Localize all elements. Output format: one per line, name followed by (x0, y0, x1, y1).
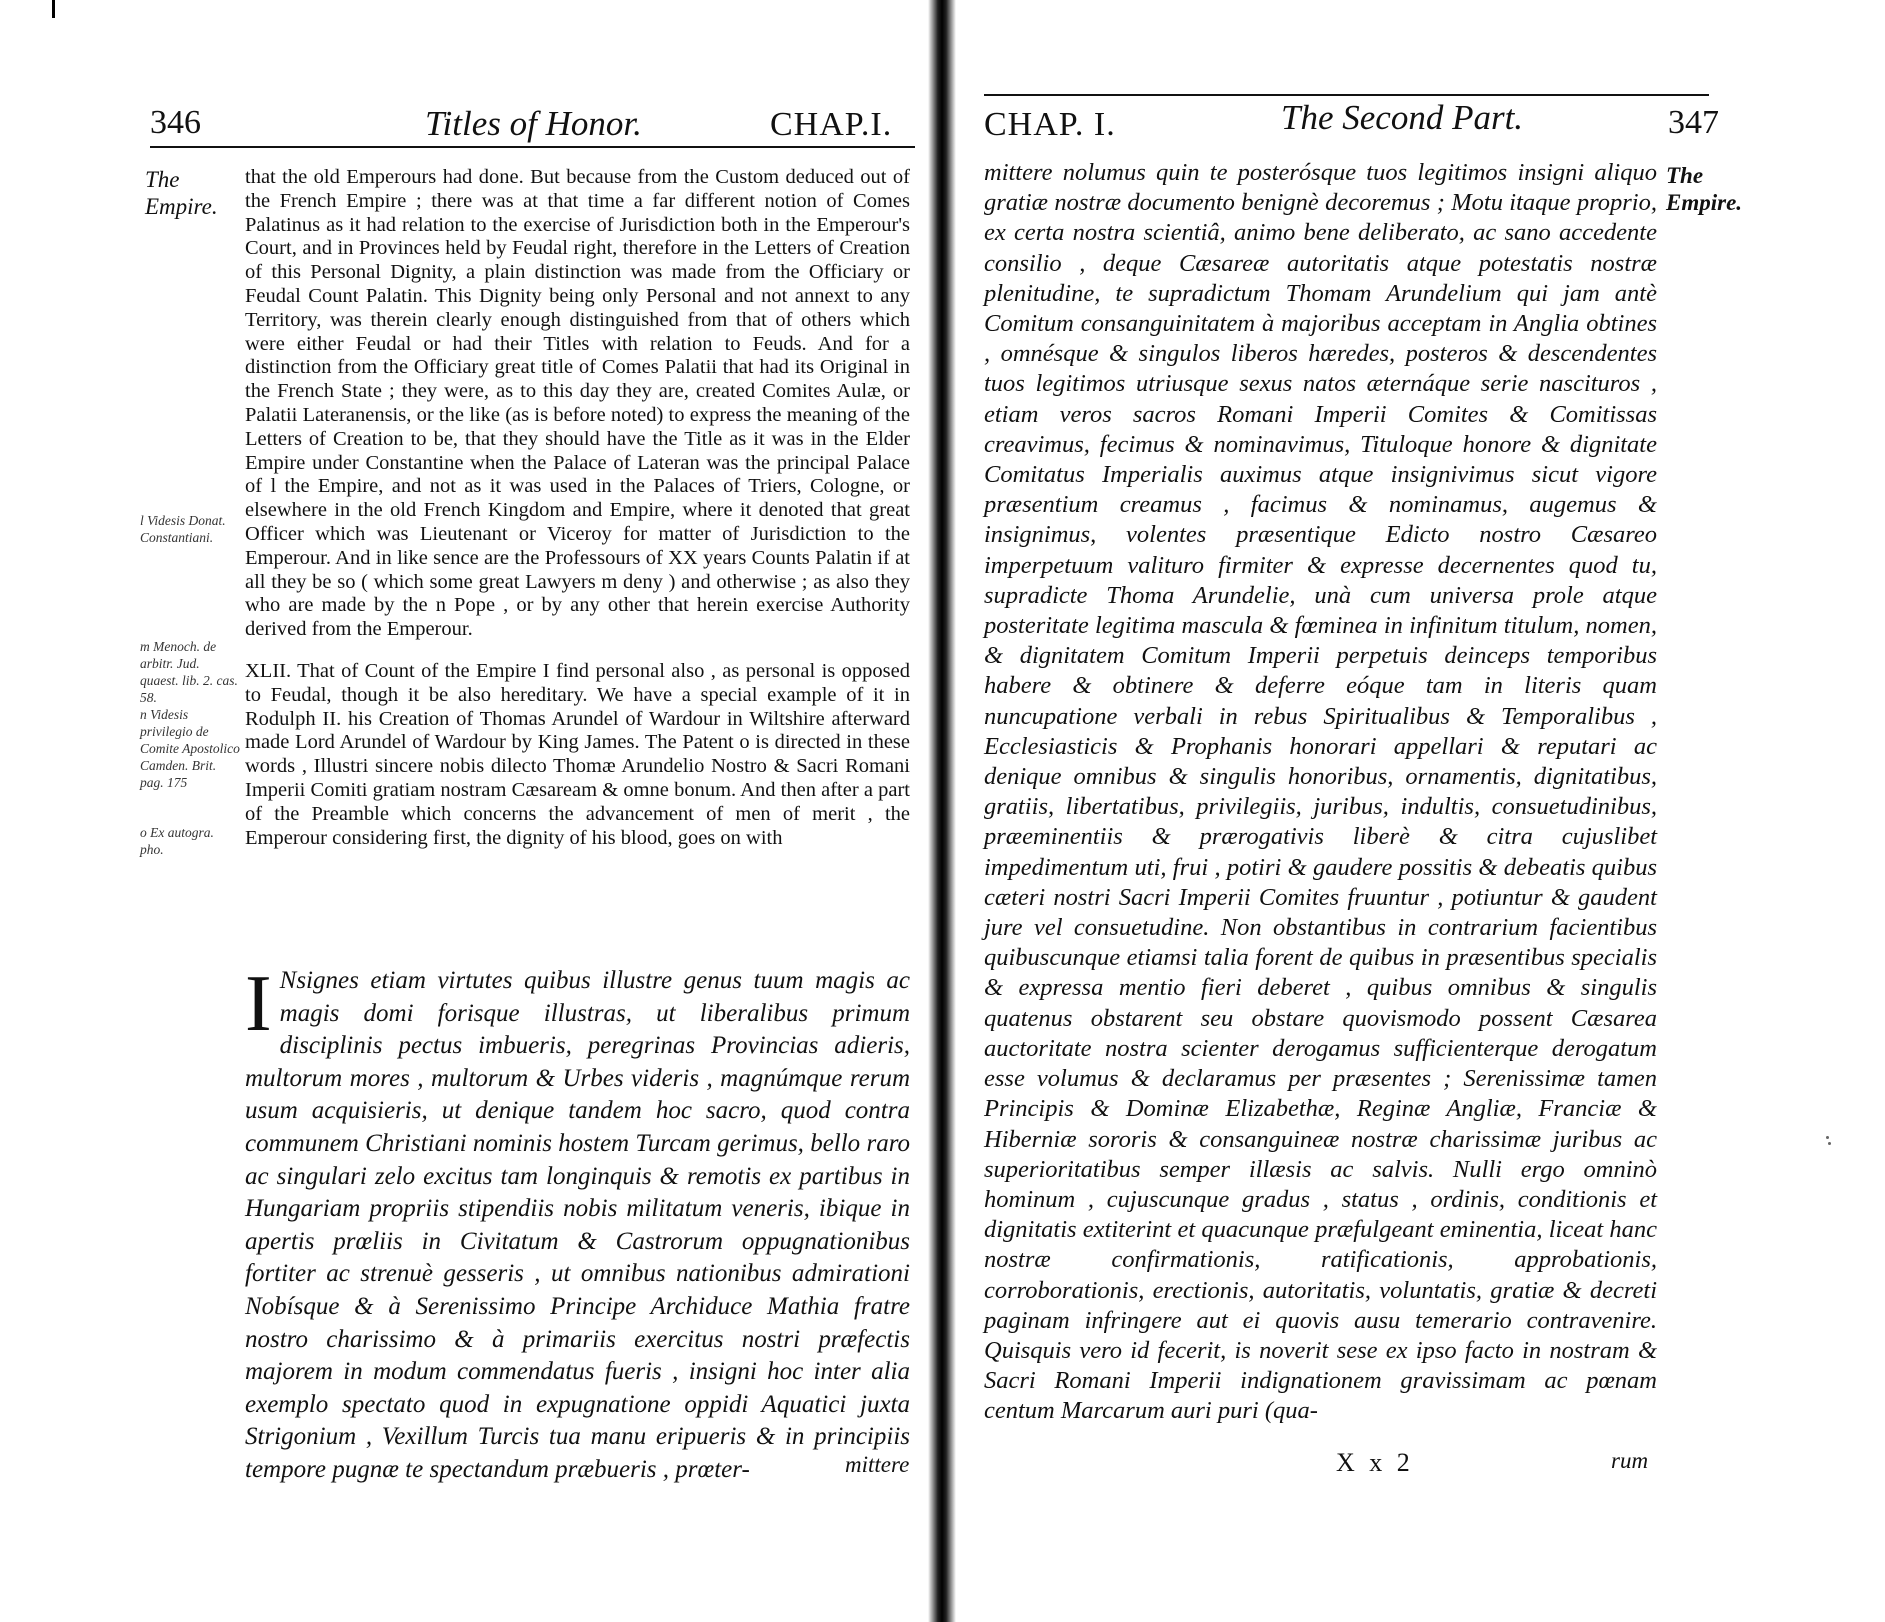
right-page (956, 0, 1885, 1622)
paper-speck (1826, 1136, 1829, 1139)
page-number: 346 (150, 104, 201, 141)
catchword: rum (1611, 1448, 1649, 1473)
header-rule (984, 94, 1709, 96)
paper-speck (1828, 1142, 1831, 1145)
signature-mark: X x 2 (1336, 1448, 1414, 1477)
margin-note: l Videsis Donat. Constantiani. (140, 513, 226, 545)
left-page (0, 0, 928, 1622)
chapter-heading: CHAP. I. (984, 106, 1116, 143)
chapter-heading: CHAP.I. (770, 106, 893, 143)
header-rule (150, 146, 915, 148)
body-paragraph: that the old Emperours had done. But because from the Custom deduced out of the French Empire ; there was at that time a far different notion of Comes Palatinus as it had relation to the exercise of Jurisdiction both in the Emperour's Court, and in Provinces held by Feudal right, therefore in the Letters of Creation of this Personal Dignity, a plain distinction was made from the Officiary or Feudal Count Palatin. This Dignity being only Personal and not annext to any Territory, was therein clearly enough distinguished from that of others which were either Feudal or had their Titles with relation to Feuds. And for a distinction from the Officiary great title of Comes Palatii that had its Original in the French State ; they were, as to this day they are, created Comites Aulæ, or Palatii Lateranensis, or the like (as is before noted) to express the meaning of the Letters of Creation to be, that they should have the Title as it was in the Elder Empire under Constantine when the Palace of Lateran was the principal Palace of l the Empire, and not as it was used in the Palaces of Triers, Cologne, or elsewhere in the old French Kingdom and Empire, where it denoted that great Officer which was Lieutenant or Viceroy for matter of Jurisdiction to the Emperour. And in like sence are the Professours of XX years Counts Palatin if at all they be so ( which some great Lawyers m deny ) and otherwise ; as also they who are made by the n Pope , or by any other that herein exercise Authority derived from the Emperour. (245, 166, 910, 641)
latin-quotation (984, 158, 1657, 1427)
body-text (245, 166, 910, 850)
running-title: The Second Part. (1281, 98, 1524, 137)
latin-text: Nsignes etiam virtutes quibus illustre genus tuum magis ac magis domi forisque illustras, ut liberalibus primum disciplinis pectus imbueris, peregrinas Provincias adieris, multorum mores , multorum & Urbes videris , magnúmque rerum usum acquisieris, ut denique tandem hoc sacro, quod contra communem Christiani nominis hostem Turcam gerimus, bello raro ac singulari zelo excitus tam longinquis & remotis ex partibus in Hungariam propriis stipendiis nobis militatum veneris, ibique in apertis prœliis in Civitatum & Castrorum oppugnationibus fortiter ac strenuè gesseris , ut omnibus nationibus admirationi Nobísque & à Serenissimo Principe Archiduce Mathia fratre nostro charissimo & à primariis exercitus nostri præfectis majorem in modum commendatus fueris , insigni hoc inter alia exemplo spectato quod in expugnatione oppidi Aquatici juxta Strigonium , Vexillum Turcis tua manu eripueris & in principiis tempore pugnæ te spectandum præbueris , prœter- (245, 967, 910, 1483)
margin-heading: The Empire. (145, 167, 218, 219)
book-gutter (928, 0, 956, 1622)
margin-note: o Ex autogra. pho. (140, 825, 214, 857)
latin-text: mittere nolumus quin te posterósque tuos legitimos insigni aliquo gratiæ nostræ documento benignè decoremus ; Motu itaque proprio, ex certa nostra scientiâ, animo bene deliberato, ac sano accedente consilio , deque Cæsareæ autoritatis atque potestatis nostræ plenitudine, te supradictum Thomam Arundelium qui jam antè Comitum consanguinitatem à majoribus acceptam in Anglia obtines , omnésque & singulos liberos hæredes, posteros & descendentes tuos legitimos utriusque sexus natos æternáque serie nascituros , etiam veros sacros Romani Imperii Comites & Comitissas creavimus, fecimus & nominavimus, Tituloque honore & dignitate Comitatus Imperialis auximus atque insignivimus sicut vigore præsentium creamus , facimus & nominamus, augemus & insignimus, volentes præsentique Edicto nostro Cæsareo imperpetuum valituro firmiter & expresse decernentes quod tu, supradicte Thoma Arundelie, unà cum universa prole atque posteritate legitima mascula & fœminea in infinitum titulum, nomen, & dignitatem Comitum Imperii perpetuis deinceps temporibus habere & obtinere & deferre eóque tam in literis quam nuncupatione verbali in rebus Spiritualibus & Temporalibus , Ecclesiasticis & Prophanis honorari appellari & reputari ac denique omnibus & singulis honoribus, ornamentis, dignitatibus, gratiis, libertatibus, privilegiis, juribus, indultis, consuetudinibus, præeminentiis & prærogativis liberè & citra cujuslibet impedimentum uti, frui , potiri & gaudere possitis & debeatis quibus cæteri nostri Sacri Imperii Comites fruuntur , potiuntur & gaudent jure vel consuetudine. Non obstantibus in contrarium facientibus quibuscunque etiamsi talia forent de quibus in præsentibus specialis & expressa mentio fieri deberet , quibus omnibus & singulis quatenus obstarent seu obstare quovismodo possent Cæsarea auctoritate nostra scienter derogamus sufficienterque derogatum esse volumus & declaramus per præsentes ; Serenissimæ tamen Principis & Dominæ Elizabethæ, Reginæ Angliæ, Franciæ & Hiberniæ sororis & consanguineæ nostræ charissimæ juribus ac superioritatibus semper illæsis ac salvis. Nulli ergo omninò hominum , cujuscunque gradus , status , ordinis, conditionis et dignitatis extiterint et quacunque præfulgeant eminentia, liceat hanc nostræ confirmationis, ratificationis, approbationis, corroborationis, erectionis, autoritatis, voluntatis, gratiæ & decreti paginam infringere aut ei quovis ausu temerario contravenire. Quisquis vero id fecerit, is noverit sese ex ipso facto in nostram & Sacri Romani Imperii indignationem gravissimam ac pœnam centum Marcarum auri puri (qua- (984, 159, 1657, 1425)
drop-cap: I (245, 960, 272, 1048)
catchword: mittere (845, 1452, 910, 1477)
body-paragraph: XLII. That of Count of the Empire I find personal also , as personal is opposed to Feudal, though it be also hereditary. We have a special example of it in Rodulph II. his Creation of Thomas Arundel of Wardour in Wiltshire afterward made Lord Arundel of Wardour by King James. The Patent o is directed in these words , Illustri sincere nobis dilecto Thomæ Arundelio Nostro & Sacri Romani Imperii Comiti gratiam nostram Cæsaream & omne bonum. And then after a part of the Preamble which concerns the advancement of men of merit , the Emperour considering first, the dignity of his blood, goes on with (245, 659, 910, 849)
running-title: Titles of Honor. (425, 104, 642, 143)
margin-note: m Menoch. de arbitr. Jud. quaest. lib. 2. cas. 58. n Videsis privilegio de Comite Apostolico Camden. Brit. pag. 175 (140, 639, 240, 790)
margin-heading: The Empire. (1666, 163, 1743, 215)
latin-quotation (245, 960, 910, 1487)
page-number: 347 (1668, 104, 1719, 141)
